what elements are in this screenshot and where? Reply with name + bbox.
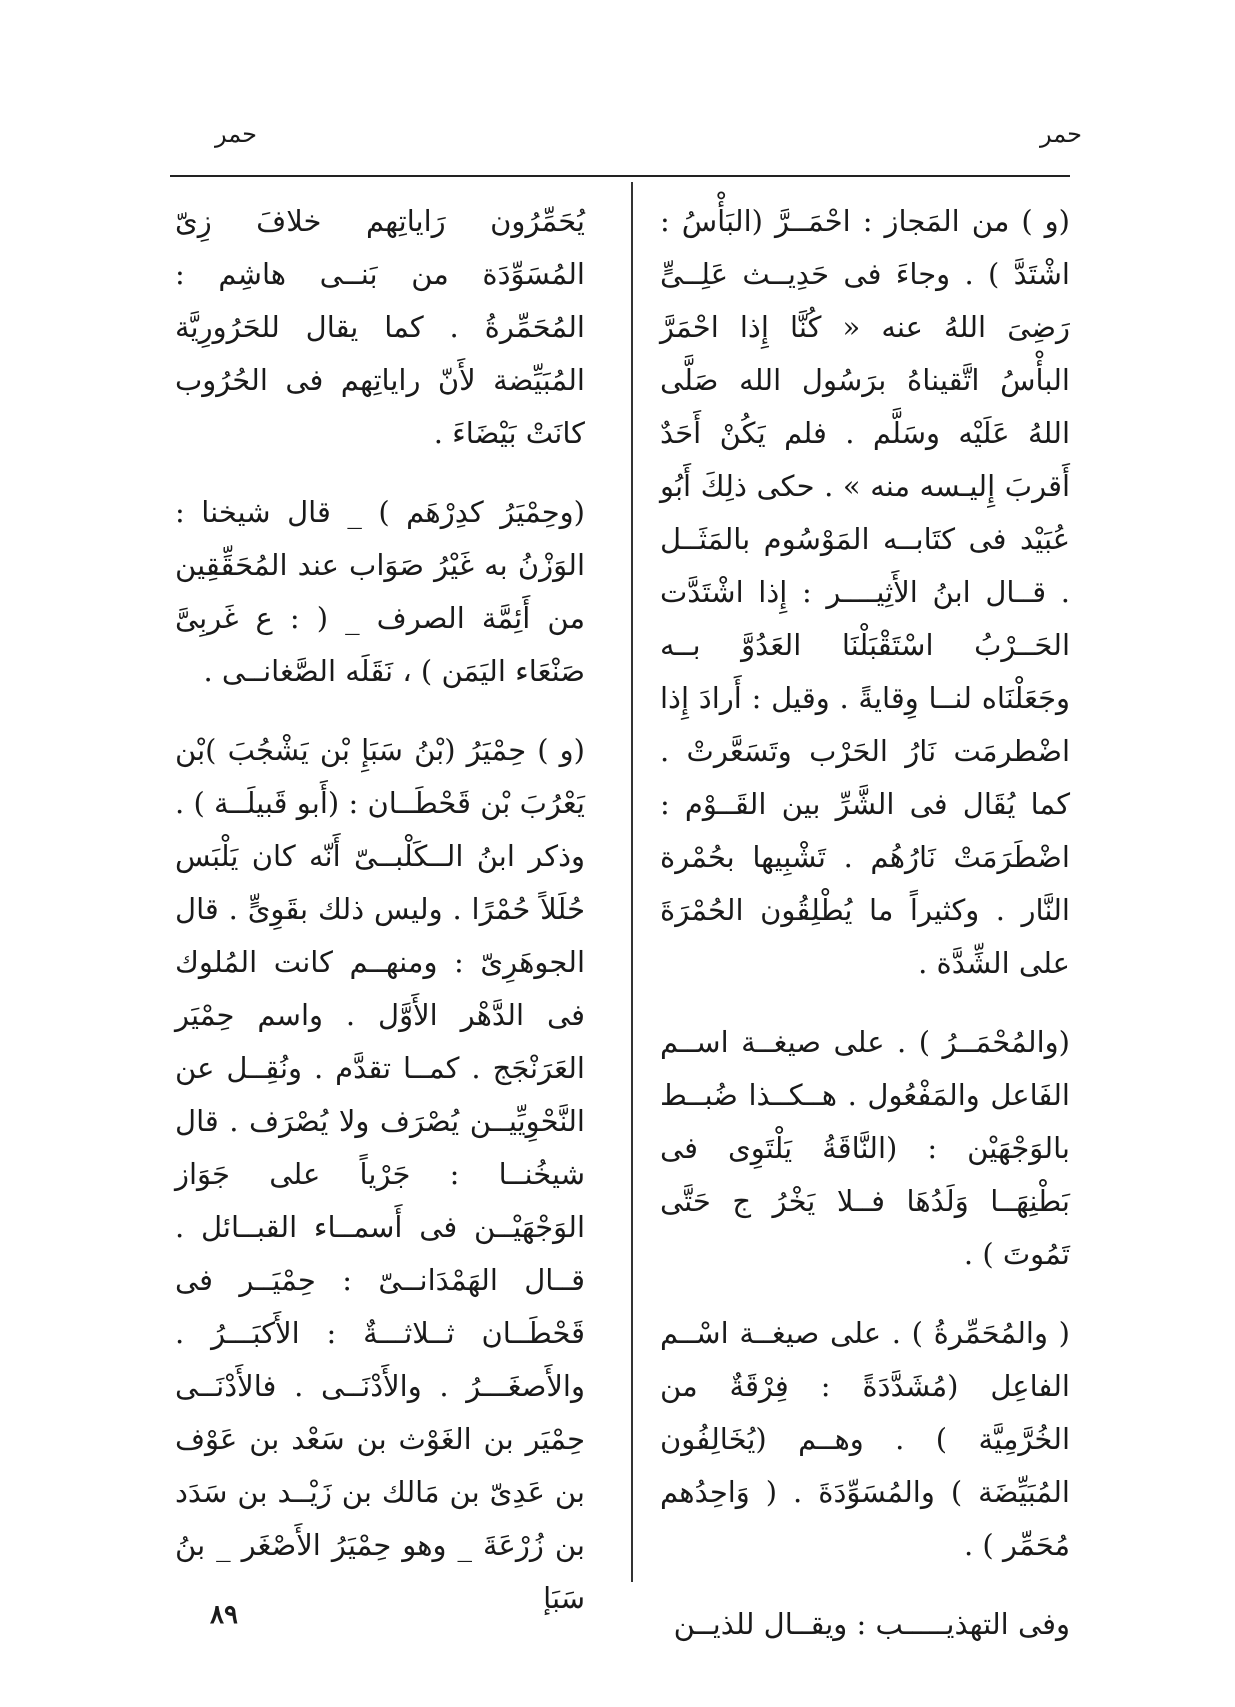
paragraph-himyar-saba: (و ) حِمْيَرُ (بْنُ سَبَإِ بْن يَشْجُبَ )بْن يَعْرُبَ بْن قَحْطَــان : (أَبو قَبيلَــة ) . وذكر ابنُ الــكَلْبــىّ أَنّه كان يَلْبَس حُلَلاً حُمْرًا . وليس ذلك بقَوِىٍّ . قال الجوهَرِىّ : ومنهــم كانت المُلوك فى الدَّهْر الأَوَّل . واسم حِمْيَر العَرَنْجَج . كمــا تقدَّم . ونُقِــل عن النَّحْوِيِّيــن يُصْرَف ولا يُصْرَف . قال شيخُنــا : جَرْياً على جَوَاز الوَجْهَيْــن فى أَسمــاء القبــائل . قــال الهَمْدَانــىّ : حِمْيَــر فى قَحْطَــان ثــلاثـــةٌ : الأَكبَـــرُ . والأَصغَـــرُ . والأَدْنَــى . فالأَدْنَــى حِمْيَر بن الغَوْث بن سَعْد بن عَوْف بن عَدِىّ بن مَالك بن زَيْــد بن سَدَد بن زُرْعَةَ _ وهو حِمْيَرُ الأَصْغَر _ بنُ سَبَإ <box>175 733 585 1615</box>
column-divider <box>631 182 633 1582</box>
paragraph-himyar-dirham: (وحِمْيَرُ كدِرْهَم ) _ قال شيخنا : الوَزْنُ به غَيْرُ صَوَاب عند المُحَقِّقِين من أَئِمَّة الصرف _ ( : ع غَربِىَّ صَنْعَاء اليَمَن ) ، نَقَلَه الصَّغانــى . <box>175 495 585 688</box>
left-column <box>175 195 585 1625</box>
header-left-word: حمر <box>215 120 257 148</box>
header-rule <box>170 175 1070 177</box>
header-right-word: حمر <box>1040 120 1082 148</box>
right-column <box>660 195 1070 1651</box>
paragraph-yuhammirun: يُحَمِّرُون رَاياتِهم خلافَ زِىّ المُسَوِّدَة من بَنــى هاشِم : المُحَمِّرةُ . كما يقال للحَرُورِيَّة المُبَيِّضة لأَنّ راياتِهم فى الحُرُوب كانَتْ بَيْضَاءَ . <box>175 204 585 450</box>
page-number: ٨٩ <box>210 1600 238 1630</box>
paragraph-ihmarra: (و ) من المَجاز : احْمَــرَّ (البَأْسُ : اشْتَدَّ ) . وجاءَ فى حَدِيــث عَلِــىٍّ رَضِىَ اللهُ عنه « كُنَّا إِذا احْمَرَّ البأْسُ اتَّقيناهُ برَسُول الله صَلَّى اللهُ عَلَيْه وسَلَّم . فلم يَكُنْ أَحَدٌ أَقربَ إِليـسه منه » . حكى ذلِكَ أَبُو عُبَيْد فى كتَابــه المَوْسُوم بالمَثَــل . قــال ابنُ الأَثِيــــر : إِذا اشْتَدَّت الحَــرْبُ اسْتَقْبَلْنَا العَدُوَّ بــه وجَعَلْنَاه لنــا وِقايةً . وقيل : أَرادَ إِذا اضْطرمَت نَارُ الحَرْب وتَسَعَّرتْ . كما يُقَال فى الشَّرِّ بين القَــوْم : اضْطَرَمَتْ نَارُهُم . تَشْبِيها بحُمْرة النَّار . وكثيراً ما يُطْلِقُون الحُمْرَةَ على الشِّدَّة . <box>660 204 1070 980</box>
paragraph-muhammira: ( والمُحَمِّرةُ ) . على صيغــة اسْــم الفاعِل (مُشَدَّدَةً : فِرْقَةٌ من الخُرَّمِيَّة ) . وهــم (يُخَالِفُون المُبَيِّضَة ) والمُسَوِّدَةَ . ( وَاحِدُهم مُحَمِّر ) . <box>660 1316 1070 1562</box>
paragraph-tahdhib: وفى التهذيـــــب : ويقــال للذيــن <box>673 1607 1070 1641</box>
paragraph-muhmar: (والمُحْمَــرُ ) . على صيغــة اســم الفَاعل والمَفْعُول . هــكــذا ضُبــط بالوَجْهَيْن : (النَّاقَةُ يَلْتَوِى فى بَطْنِهَــا وَلَدُهَا فــلا يَخْرُ ج حَتَّى تَمُوتَ ) . <box>660 1025 1070 1271</box>
